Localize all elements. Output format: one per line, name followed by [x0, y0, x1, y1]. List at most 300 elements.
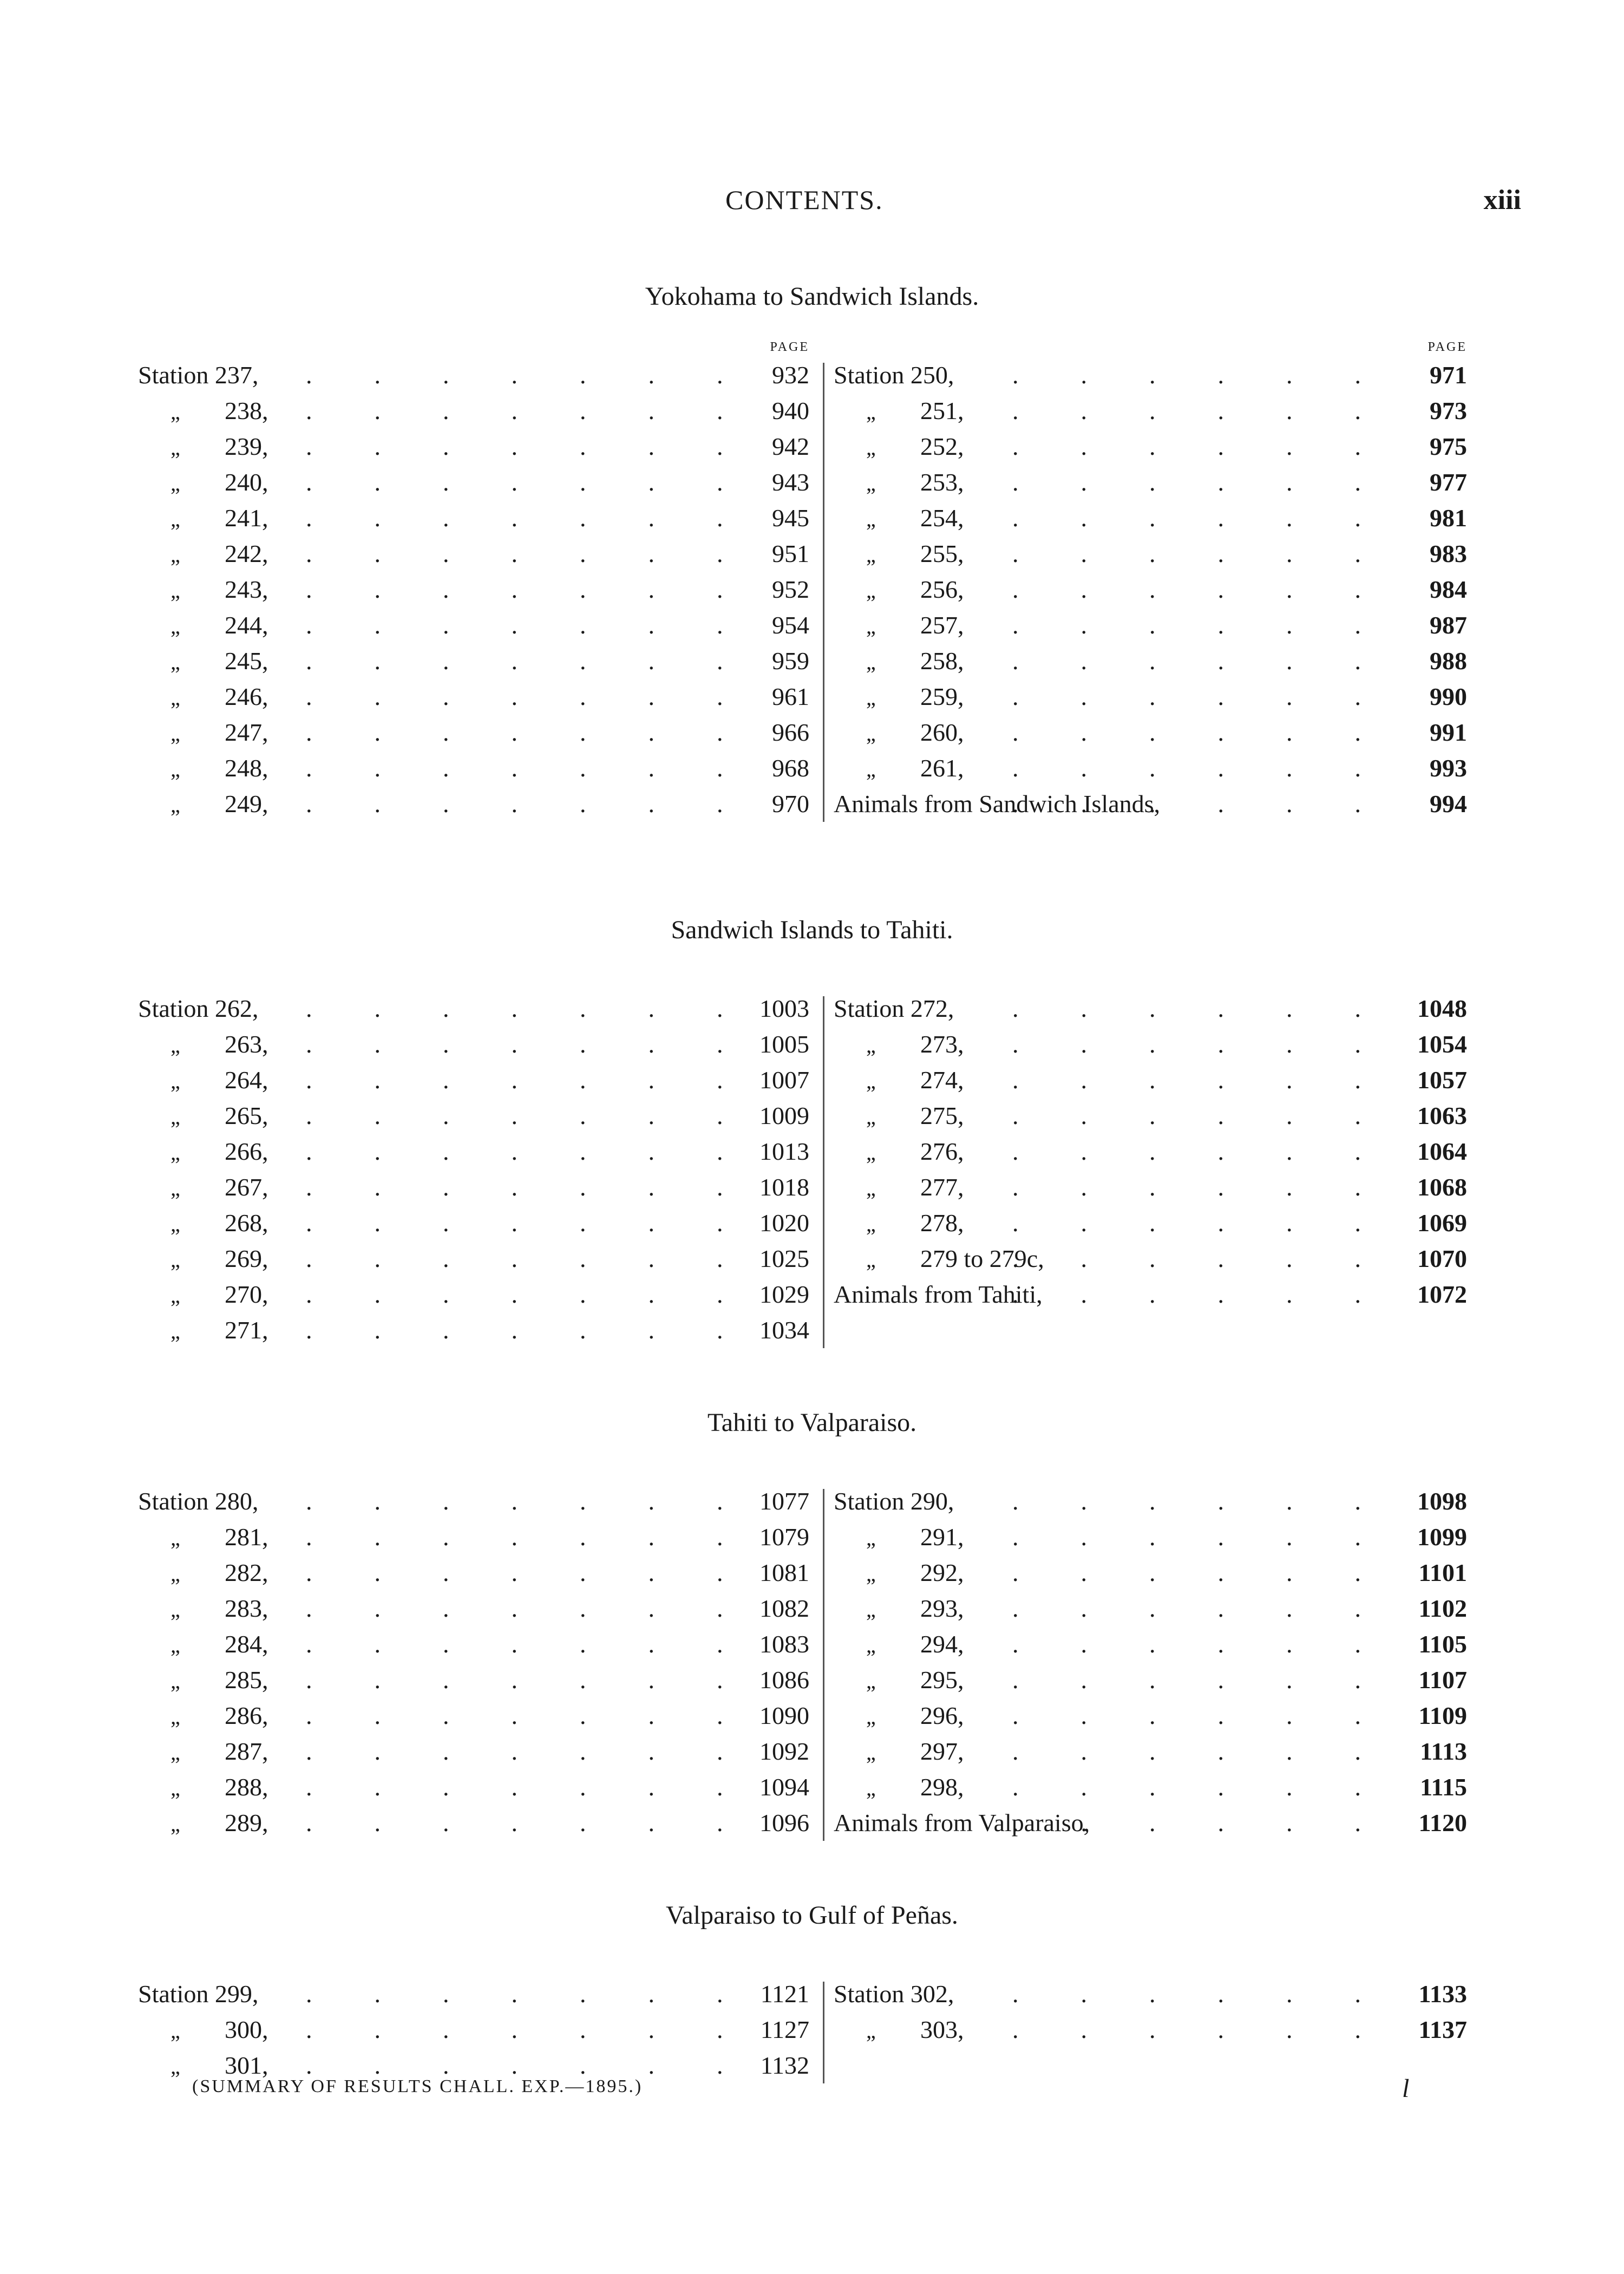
entry-label-text: 275, [920, 1102, 964, 1129]
entry-label [171, 607, 269, 644]
dot-leader [1012, 1027, 1386, 1062]
entry-label [171, 2012, 269, 2049]
contents-entry [138, 1662, 809, 1698]
entry-label-text: 286, [225, 1702, 269, 1729]
entry-page-number: 1082 [759, 1595, 809, 1622]
entry-label [866, 1626, 964, 1663]
entry-label [171, 1769, 269, 1806]
entry-label [171, 1134, 269, 1171]
entry-label: Station 237, [138, 361, 259, 389]
entry-label-text: 259, [920, 683, 964, 710]
dot-leader [306, 991, 728, 1027]
entry-page-number: 932 [772, 361, 809, 389]
ditto-mark: „ [171, 1212, 180, 1236]
contents-entry [138, 1591, 809, 1626]
contents-entry [138, 393, 809, 429]
entry-page-number: 1101 [1418, 1559, 1467, 1586]
contents-entry [138, 1277, 809, 1312]
entry-page-number: 959 [772, 647, 809, 675]
entry-label-text: 249, [225, 790, 269, 818]
entry-page-number: 966 [772, 718, 809, 746]
contents-entry [834, 1734, 1467, 1769]
dot-leader [1012, 536, 1386, 572]
dot-leader [306, 1027, 728, 1062]
dot-leader [306, 1555, 728, 1591]
entry-label-text: 253, [920, 468, 964, 496]
entry-page-number: 1107 [1418, 1666, 1467, 1694]
entry-label [866, 679, 964, 716]
entry-label [171, 1027, 269, 1063]
ditto-mark: „ [866, 1212, 876, 1236]
ditto-mark: „ [171, 1812, 180, 1836]
entry-label [171, 1519, 269, 1556]
ditto-mark: „ [866, 1597, 876, 1622]
ditto-mark: „ [171, 1704, 180, 1729]
ditto-mark: „ [171, 1283, 180, 1308]
entry-page-number: 1048 [1417, 995, 1467, 1022]
entry-label [866, 429, 964, 466]
entry-page-number: 984 [1430, 576, 1467, 603]
entry-page-number: 1092 [759, 1737, 809, 1765]
entry-label [171, 679, 269, 716]
ditto-mark: „ [171, 1669, 180, 1693]
entry-label-text: 258, [920, 647, 964, 675]
entry-label-text: 246, [225, 683, 269, 710]
dot-leader [306, 750, 728, 786]
contents-entry [138, 1769, 809, 1805]
entry-page-number: 1063 [1417, 1102, 1467, 1129]
contents-entry [834, 1241, 1467, 1277]
entry-label [171, 1698, 269, 1735]
dot-leader [1012, 1169, 1386, 1205]
contents-entry [834, 1591, 1467, 1626]
ditto-mark: „ [171, 757, 180, 781]
contents-entry [138, 1519, 809, 1555]
contents-entry [138, 991, 809, 1027]
dot-leader [306, 1976, 728, 2012]
entry-label [866, 1098, 964, 1135]
entry-label-text: 263, [225, 1030, 269, 1058]
entry-label-text: 296, [920, 1702, 964, 1729]
entry-page-number: 1098 [1417, 1487, 1467, 1515]
entry-page-number: 1018 [759, 1173, 809, 1201]
ditto-mark: „ [171, 1561, 180, 1586]
entry-label [171, 643, 269, 680]
dot-leader [306, 1662, 728, 1698]
contents-entry [138, 643, 809, 679]
contents-entry [138, 572, 809, 607]
dot-leader [306, 1484, 728, 1519]
contents-entry [138, 1626, 809, 1662]
entry-label: Station 302, [834, 1980, 954, 2008]
contents-entry [834, 1555, 1467, 1591]
entry-label [171, 1098, 269, 1135]
dot-leader [306, 1734, 728, 1769]
dot-leader [306, 1134, 728, 1169]
right-column [834, 991, 1467, 1312]
dot-leader [1012, 1062, 1386, 1098]
entry-label: Animals from Tahiti, [834, 1280, 1043, 1308]
entry-page-number: 1120 [1418, 1809, 1467, 1837]
contents-entry [138, 1134, 809, 1169]
ditto-mark: „ [171, 1033, 180, 1057]
entry-page-number: 1109 [1418, 1702, 1467, 1729]
entry-label-text: 274, [920, 1066, 964, 1094]
contents-entry [834, 1062, 1467, 1098]
entry-label [171, 500, 269, 537]
dot-leader [1012, 1241, 1386, 1277]
entry-label-text: 241, [225, 504, 269, 532]
entry-page-number: 1003 [759, 995, 809, 1022]
dot-leader [306, 679, 728, 715]
entry-label-text: 256, [920, 576, 964, 603]
entry-label [171, 1591, 269, 1628]
contents-entry [834, 536, 1467, 572]
contents-entry [138, 1205, 809, 1241]
dot-leader [306, 572, 728, 607]
entry-label [866, 1555, 964, 1592]
dot-leader [1012, 465, 1386, 500]
contents-entry [138, 429, 809, 465]
entry-label [866, 1169, 964, 1206]
contents-entry [834, 393, 1467, 429]
entry-label [171, 1277, 269, 1314]
entry-page-number: 1069 [1417, 1209, 1467, 1237]
contents-entry [138, 607, 809, 643]
ditto-mark: „ [171, 435, 180, 460]
dot-leader [306, 1519, 728, 1555]
entry-label [171, 1312, 269, 1349]
ditto-mark: „ [866, 757, 876, 781]
contents-entry [138, 1734, 809, 1769]
entry-label-text: 295, [920, 1666, 964, 1694]
entry-page-number: 1099 [1417, 1523, 1467, 1551]
dot-leader [1012, 1098, 1386, 1134]
dot-leader [306, 1805, 728, 1841]
ditto-mark: „ [866, 614, 876, 638]
dot-leader [1012, 607, 1386, 643]
entry-label [866, 1769, 964, 1806]
ditto-mark: „ [171, 1105, 180, 1129]
contents-entry [138, 1805, 809, 1841]
entry-page-number: 1029 [759, 1280, 809, 1308]
left-column [138, 1976, 809, 2083]
entry-page-number: 988 [1430, 647, 1467, 675]
entry-page-number: 1094 [759, 1773, 809, 1801]
ditto-mark: „ [866, 400, 876, 424]
entry-page-number: 1034 [759, 1316, 809, 1344]
dot-leader [306, 1312, 728, 1348]
ditto-mark: „ [171, 1176, 180, 1200]
entry-label [866, 465, 964, 501]
footer-note: (SUMMARY OF RESULTS CHALL. EXP.—1895.) [192, 2076, 643, 2096]
entry-label: Station 280, [138, 1487, 259, 1515]
contents-entry [834, 1484, 1467, 1519]
dot-leader [1012, 1734, 1386, 1769]
dot-leader [1012, 1769, 1386, 1805]
page-column-label: PAGE [1427, 340, 1467, 354]
entry-page-number: 1083 [759, 1630, 809, 1658]
contents-entry [138, 1027, 809, 1062]
entry-page-number: 1079 [759, 1523, 809, 1551]
section-title: Sandwich Islands to Tahiti. [671, 916, 953, 944]
entry-label [866, 1662, 964, 1699]
entry-label-text: 238, [225, 397, 269, 424]
entry-label-text: 289, [225, 1809, 269, 1837]
entry-label: Station 290, [834, 1487, 954, 1515]
ditto-mark: „ [866, 1140, 876, 1165]
entry-page-number: 1057 [1417, 1066, 1467, 1094]
entry-label-text: 294, [920, 1630, 964, 1658]
entry-label-text: 239, [225, 433, 269, 460]
left-column [138, 991, 809, 1348]
ditto-mark: „ [171, 578, 180, 603]
entry-label [171, 1205, 269, 1242]
entry-page-number: 990 [1430, 683, 1467, 710]
dot-leader [1012, 1205, 1386, 1241]
ditto-mark: „ [171, 1319, 180, 1343]
dot-leader [1012, 500, 1386, 536]
entry-label-text: 279 to 279c, [920, 1245, 1044, 1272]
entry-label [866, 1698, 964, 1735]
contents-entry [834, 1519, 1467, 1555]
contents-entry [834, 357, 1467, 393]
contents-entry [138, 500, 809, 536]
contents-entry [834, 465, 1467, 500]
entry-page-number: 1127 [760, 2016, 809, 2043]
entry-label [866, 1734, 964, 1770]
ditto-mark: „ [171, 650, 180, 674]
dot-leader [306, 429, 728, 465]
entry-page-number: 1068 [1417, 1173, 1467, 1201]
dot-leader [1012, 1555, 1386, 1591]
entry-label-text: 260, [920, 718, 964, 746]
dot-leader [306, 1769, 728, 1805]
dot-leader [306, 465, 728, 500]
entry-label [171, 1805, 269, 1842]
ditto-mark: „ [866, 2018, 876, 2043]
entry-label [866, 1519, 964, 1556]
entry-label-text: 242, [225, 540, 269, 567]
entry-label-text: 266, [225, 1138, 269, 1165]
dot-leader [306, 1591, 728, 1626]
entry-label [171, 1241, 269, 1278]
entry-label-text: 288, [225, 1773, 269, 1801]
entry-label [171, 393, 269, 430]
entry-page-number: 1081 [759, 1559, 809, 1586]
dot-leader [1012, 1976, 1386, 2012]
dot-leader [1012, 1484, 1386, 1519]
contents-entry [138, 715, 809, 750]
dot-leader [306, 1169, 728, 1205]
ditto-mark: „ [866, 685, 876, 710]
entry-label-text: 273, [920, 1030, 964, 1058]
entry-page-number: 940 [772, 397, 809, 424]
contents-entry [138, 1698, 809, 1734]
ditto-mark: „ [866, 578, 876, 603]
contents-entry [138, 1241, 809, 1277]
ditto-mark: „ [866, 1105, 876, 1129]
ditto-mark: „ [866, 1247, 876, 1272]
contents-entry [834, 643, 1467, 679]
page-header [0, 184, 1624, 227]
dot-leader [1012, 1134, 1386, 1169]
contents-entry [834, 500, 1467, 536]
contents-entry [834, 679, 1467, 715]
entry-label: Station 262, [138, 995, 259, 1022]
entry-label-text: 283, [225, 1595, 269, 1622]
entry-page-number: 970 [772, 790, 809, 818]
contents-entry [834, 1698, 1467, 1734]
dot-leader [1012, 1626, 1386, 1662]
entry-page-number: 1137 [1418, 2016, 1467, 2043]
dot-leader [1012, 750, 1386, 786]
dot-leader [1012, 1591, 1386, 1626]
right-column [834, 1484, 1467, 1841]
contents-entry [138, 786, 809, 822]
entry-label-text: 287, [225, 1737, 269, 1765]
entry-label-text: 277, [920, 1173, 964, 1201]
ditto-mark: „ [171, 1776, 180, 1800]
entry-label-text: 240, [225, 468, 269, 496]
entry-label-text: 254, [920, 504, 964, 532]
contents-entry [138, 1312, 809, 1348]
ditto-mark: „ [866, 1176, 876, 1200]
contents-entry [834, 1769, 1467, 1805]
ditto-mark: „ [171, 2018, 180, 2043]
dot-leader [1012, 393, 1386, 429]
entry-label [171, 1626, 269, 1663]
dot-leader [306, 607, 728, 643]
ditto-mark: „ [866, 1033, 876, 1057]
entry-page-number: 975 [1430, 433, 1467, 460]
entry-label [171, 572, 269, 609]
entry-page-number: 1025 [759, 1245, 809, 1272]
left-column [138, 340, 809, 822]
entry-page-number: 991 [1430, 718, 1467, 746]
entry-page-number: 1007 [759, 1066, 809, 1094]
contents-entry [834, 429, 1467, 465]
entry-page-number: 1070 [1417, 1245, 1467, 1272]
entry-page-number: 1005 [759, 1030, 809, 1058]
dot-leader [1012, 429, 1386, 465]
dot-leader [1012, 991, 1386, 1027]
entry-label: Station 272, [834, 995, 954, 1022]
entry-label-text: 247, [225, 718, 269, 746]
right-column [834, 340, 1467, 822]
dot-leader [1012, 679, 1386, 715]
ditto-mark: „ [866, 507, 876, 531]
entry-label [171, 465, 269, 501]
dot-leader [1012, 357, 1386, 393]
entry-page-number: 961 [772, 683, 809, 710]
contents-entry [138, 1555, 809, 1591]
dot-leader [1012, 1277, 1386, 1312]
entry-label-text: 301, [225, 2051, 269, 2079]
entry-page-number: 1064 [1417, 1138, 1467, 1165]
entry-label [866, 500, 964, 537]
ditto-mark: „ [171, 1633, 180, 1657]
entry-label-text: 300, [225, 2016, 269, 2043]
dot-leader [1012, 2012, 1386, 2048]
entry-label-text: 268, [225, 1209, 269, 1237]
entry-label [866, 536, 964, 573]
dot-leader [1012, 1805, 1386, 1841]
entry-page-number: 1133 [1418, 1980, 1467, 2008]
contents-entry [834, 1169, 1467, 1205]
entry-label-text: 269, [225, 1245, 269, 1272]
contents-entry [834, 1805, 1467, 1841]
entry-label-text: 270, [225, 1280, 269, 1308]
contents-entry [834, 750, 1467, 786]
contents-entry [138, 1484, 809, 1519]
entry-label-text: 291, [920, 1523, 964, 1551]
running-title: CONTENTS. [725, 185, 883, 215]
entry-page-number: 983 [1430, 540, 1467, 567]
entry-label-text: 303, [920, 2016, 964, 2043]
entry-label-text: 245, [225, 647, 269, 675]
left-column [138, 1484, 809, 1841]
entry-label-text: 276, [920, 1138, 964, 1165]
contents-entry [834, 1205, 1467, 1241]
entry-label-text: 255, [920, 540, 964, 567]
contents-entry [834, 1626, 1467, 1662]
entry-label [866, 715, 964, 752]
entry-page-number: 968 [772, 754, 809, 782]
entry-page-number: 942 [772, 433, 809, 460]
entry-label [866, 1027, 964, 1063]
entry-page-number: 952 [772, 576, 809, 603]
entry-label [866, 1062, 964, 1099]
entry-label-text: 243, [225, 576, 269, 603]
entry-label [171, 1734, 269, 1770]
section-title: Yokohama to Sandwich Islands. [645, 282, 979, 311]
contents-entry [834, 715, 1467, 750]
ditto-mark: „ [866, 543, 876, 567]
ditto-mark: „ [171, 1069, 180, 1093]
entry-label-text: 297, [920, 1737, 964, 1765]
page-column-label: PAGE [770, 340, 809, 354]
contents-entry [834, 1027, 1467, 1062]
ditto-mark: „ [171, 2054, 180, 2079]
entry-label-text: 281, [225, 1523, 269, 1551]
dot-leader [306, 1241, 728, 1277]
entry-label-text: 267, [225, 1173, 269, 1201]
ditto-mark: „ [171, 1740, 180, 1765]
entry-page-number: 1132 [760, 2051, 809, 2079]
entry-label [171, 1555, 269, 1592]
ditto-mark: „ [171, 721, 180, 746]
dot-leader [306, 1062, 728, 1098]
entry-label-text: 284, [225, 1630, 269, 1658]
ditto-mark: „ [171, 400, 180, 424]
entry-page-number: 943 [772, 468, 809, 496]
entry-label-text: 265, [225, 1102, 269, 1129]
ditto-mark: „ [866, 1669, 876, 1693]
entry-label-text: 285, [225, 1666, 269, 1694]
dot-leader [1012, 1698, 1386, 1734]
contents-entry [138, 1062, 809, 1098]
entry-label [866, 750, 964, 787]
contents-entry [138, 465, 809, 500]
entry-page-number: 977 [1430, 468, 1467, 496]
ditto-mark: „ [171, 1247, 180, 1272]
entry-label [171, 1062, 269, 1099]
section-title: Tahiti to Valparaiso. [707, 1408, 917, 1437]
entry-page-number: 1102 [1418, 1595, 1467, 1622]
column-divider [823, 996, 824, 1348]
entry-page-number: 1086 [759, 1666, 809, 1694]
